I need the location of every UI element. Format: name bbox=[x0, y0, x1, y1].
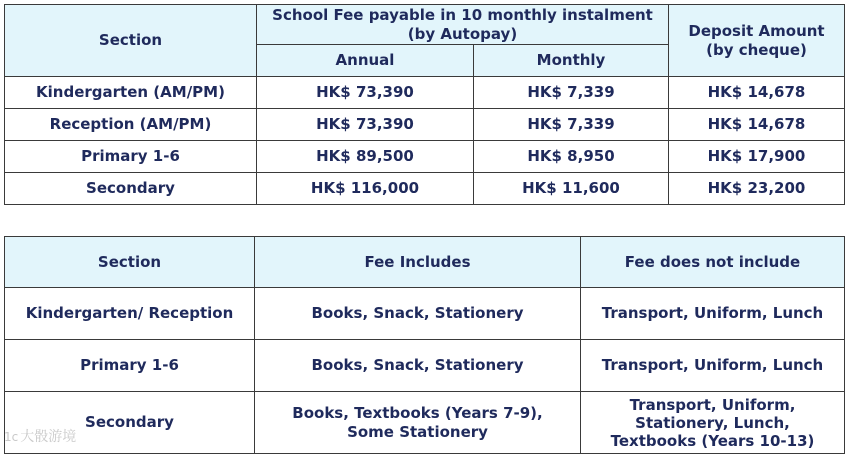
section-header: Section bbox=[5, 5, 257, 77]
section-header: Section bbox=[5, 237, 255, 288]
table-row bbox=[5, 340, 845, 392]
row-annual: HK$ 89,500 bbox=[257, 141, 474, 173]
row-section: Secondary bbox=[5, 392, 255, 454]
school-fee-header: School Fee payable in 10 monthly instalment (by Autopay) bbox=[257, 5, 669, 45]
row-section: Kindergarten/ Reception bbox=[5, 288, 255, 340]
row-deposit: HK$ 17,900 bbox=[669, 141, 845, 173]
row-monthly: HK$ 11,600 bbox=[474, 173, 669, 205]
monthly-header: Monthly bbox=[474, 45, 669, 77]
deposit-header: Deposit Amount (by cheque) bbox=[669, 5, 845, 77]
row-excludes: Transport, Uniform, Lunch bbox=[581, 288, 845, 340]
fee-includes-table bbox=[4, 236, 845, 454]
table-row bbox=[5, 141, 845, 173]
row-includes: Books, Snack, Stationery bbox=[255, 340, 581, 392]
watermark bbox=[4, 426, 124, 448]
row-monthly: HK$ 7,339 bbox=[474, 109, 669, 141]
row-deposit: HK$ 23,200 bbox=[669, 173, 845, 205]
row-excludes: Transport, Uniform, Stationery, Lunch, Textbooks (Years 10-13) bbox=[581, 392, 845, 454]
watermark-logo-icon: 1c bbox=[4, 430, 19, 444]
annual-header: Annual bbox=[257, 45, 474, 77]
includes-table-header-row bbox=[5, 237, 845, 288]
fee-includes-header: Fee Includes bbox=[255, 237, 581, 288]
row-deposit: HK$ 14,678 bbox=[669, 77, 845, 109]
table-row bbox=[5, 109, 845, 141]
school-fee-table bbox=[4, 4, 845, 205]
row-monthly: HK$ 7,339 bbox=[474, 77, 669, 109]
fee-table-header-row bbox=[5, 5, 845, 45]
row-includes: Books, Snack, Stationery bbox=[255, 288, 581, 340]
watermark-text: 大骰游境 bbox=[20, 429, 77, 445]
row-section: Secondary bbox=[5, 173, 257, 205]
table-row bbox=[5, 288, 845, 340]
row-monthly: HK$ 8,950 bbox=[474, 141, 669, 173]
row-includes: Books, Textbooks (Years 7-9), Some Stationery bbox=[255, 392, 581, 454]
row-annual: HK$ 73,390 bbox=[257, 109, 474, 141]
row-deposit: HK$ 14,678 bbox=[669, 109, 845, 141]
fee-excludes-header: Fee does not include bbox=[581, 237, 845, 288]
row-section: Primary 1-6 bbox=[5, 141, 257, 173]
table-row bbox=[5, 173, 845, 205]
table-row bbox=[5, 77, 845, 109]
row-section: Primary 1-6 bbox=[5, 340, 255, 392]
row-section: Kindergarten (AM/PM) bbox=[5, 77, 257, 109]
table-row bbox=[5, 392, 845, 454]
row-annual: HK$ 116,000 bbox=[257, 173, 474, 205]
row-annual: HK$ 73,390 bbox=[257, 77, 474, 109]
row-section: Reception (AM/PM) bbox=[5, 109, 257, 141]
row-excludes: Transport, Uniform, Lunch bbox=[581, 340, 845, 392]
